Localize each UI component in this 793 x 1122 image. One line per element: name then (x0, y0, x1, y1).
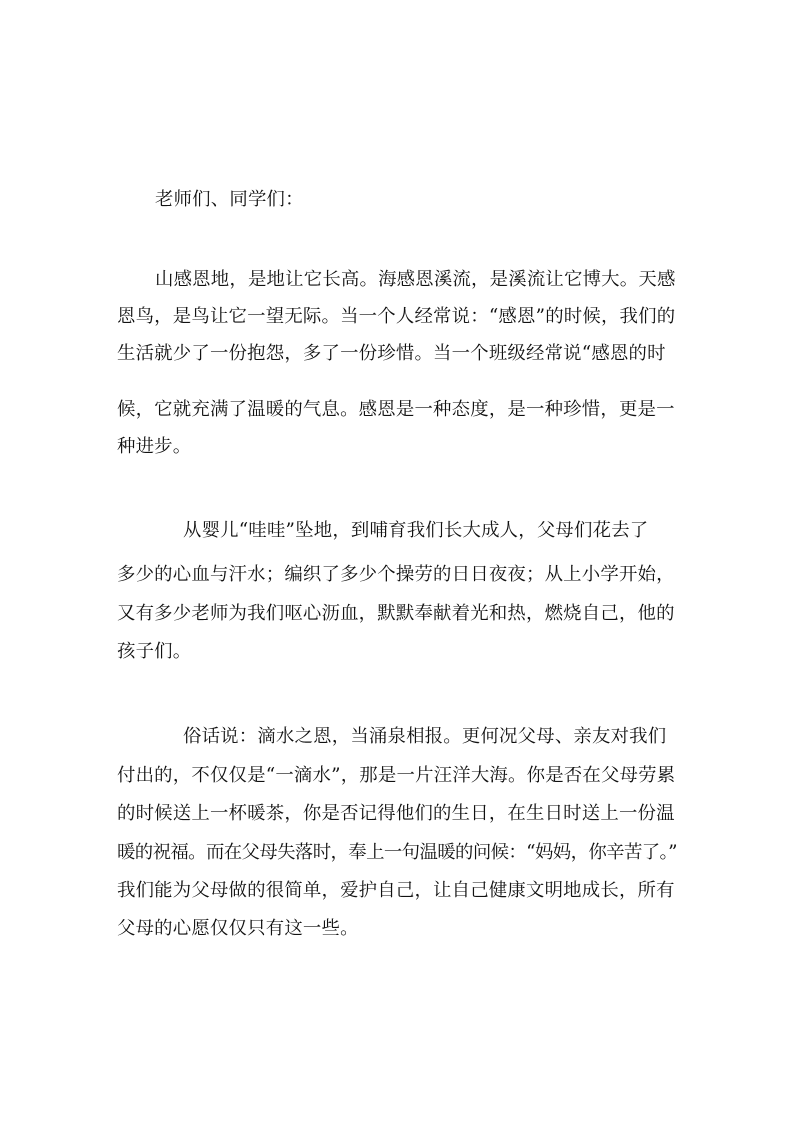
paragraph-line: 又有多少老师为我们呕心沥血，默默奉献着光和热，燃烧自己，他的 (117, 603, 675, 624)
paragraph-line: 候，它就充满了温暖的气息。感恩是一种态度，是一种珍惜，更是一 (117, 399, 675, 420)
paragraph-line: 父母的心愿仅仅只有这一些。 (117, 918, 359, 939)
paragraph-line: 山感恩地，是地让它长高。海感恩溪流，是溪流让它博大。天感 (155, 269, 676, 290)
paragraph-line: 从婴儿“哇哇”坠地，到哺育我们长大成人，父母们花去了 (183, 520, 649, 541)
greeting: 老师们、同学们： (155, 189, 304, 210)
paragraph-line: 付出的，不仅仅是“一滴水”，那是一片汪洋大海。你是否在父母劳累 (117, 765, 676, 786)
paragraph-line: 种进步。 (117, 436, 192, 457)
paragraph-line: 多少的心血与汗水；编织了多少个操劳的日日夜夜；从上小学开始， (117, 564, 675, 585)
paragraph-line: 孩子们。 (117, 641, 192, 662)
paragraph-line: 的时候送上一杯暖茶，你是否记得他们的生日，在生日时送上一份温 (117, 803, 675, 824)
paragraph-line: 我们能为父母做的很简单，爱护自己，让自己健康文明地成长，所有 (117, 880, 675, 901)
paragraph-line: 暖的祝福。而在父母失落时，奉上一句温暖的问候：“妈妈，你辛苦了。” (117, 842, 677, 863)
paragraph-line: 生活就少了一份抱怨，多了一份珍惜。当一个班级经常说“感恩的时 (117, 343, 666, 364)
paragraph-line: 俗话说：滴水之恩，当涌泉相报。更何况父母、亲友对我们 (183, 726, 667, 747)
paragraph-line: 恩鸟，是鸟让它一望无际。当一个人经常说：“感恩”的时候，我们的 (117, 306, 676, 327)
